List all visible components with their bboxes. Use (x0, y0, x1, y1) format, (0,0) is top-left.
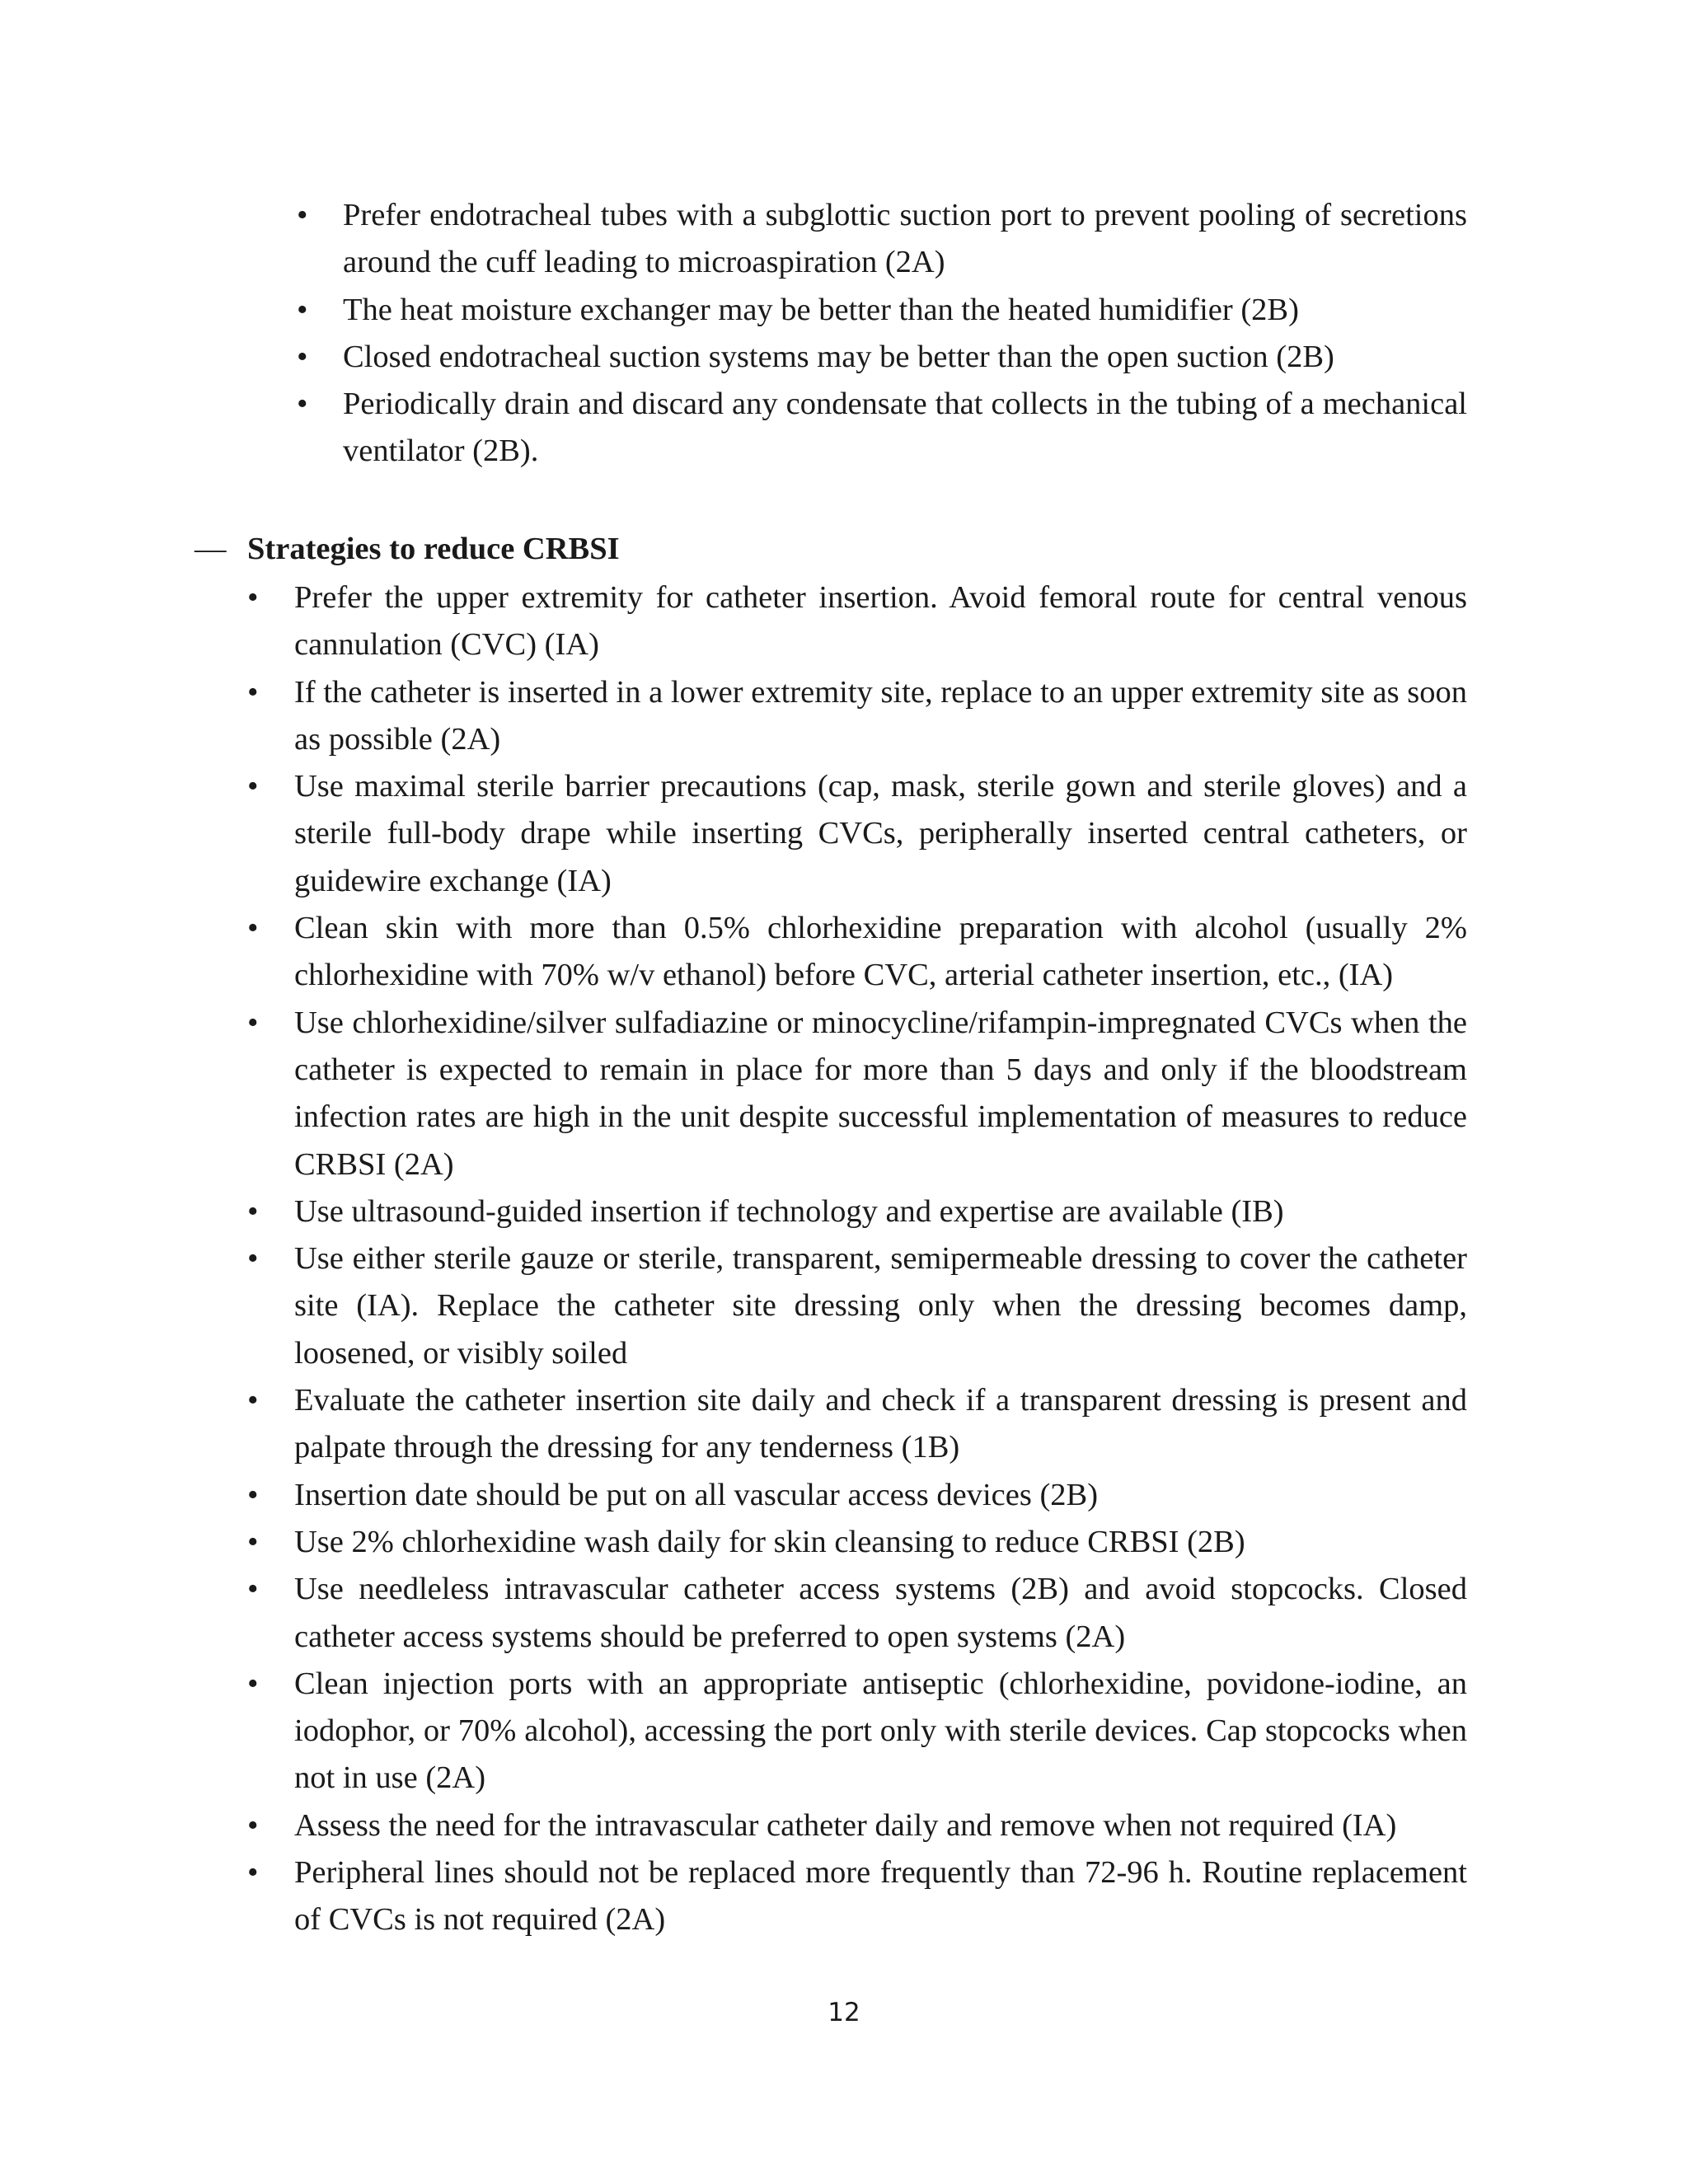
section-heading-text: Strategies to reduce CRBSI (247, 532, 620, 566)
list-item-text: Clean injection ports with an appropriate antiseptic (chlorhexidine, povidone-iodine, an iodophor, or 70% alcohol), accessing the port only with sterile devices. Cap stopcocks when not in use (2A) (294, 1666, 1467, 1796)
list-item (247, 1849, 1467, 1944)
page-number: 12 (828, 1998, 860, 2027)
list-item (247, 1188, 1467, 1235)
bullet-icon: • (247, 1477, 259, 1512)
list-item-text: Insertion date should be put on all vascular access devices (2B) (294, 1477, 1099, 1512)
list-item-text: Use needleless intravascular catheter access systems (2B) and avoid stopcocks. Closed catheter access systems should be preferred to open systems (2A) (294, 1572, 1467, 1654)
list-item (247, 1802, 1467, 1849)
list-item-text: Use maximal sterile barrier precautions (cap, mask, sterile gown and sterile gloves) and a sterile full-body drape while inserting CVCs, peripherally inserted central catheters, or guidewire exchange (IA) (294, 769, 1467, 898)
bullet-icon: • (247, 1383, 259, 1418)
list-item (247, 1000, 1467, 1188)
ventilator-bullet-list (297, 192, 1467, 476)
list-item (247, 763, 1467, 905)
bullet-icon: • (297, 387, 308, 422)
bullet-icon: • (247, 1193, 259, 1229)
list-item (247, 574, 1467, 669)
list-item-text: If the catheter is inserted in a lower extremity site, replace to an upper extremity site as soon as possible (2A) (294, 674, 1467, 757)
list-item (247, 1377, 1467, 1472)
list-item (247, 1566, 1467, 1661)
bullet-icon: • (247, 1666, 259, 1701)
bullet-icon: • (247, 1005, 259, 1040)
list-item-text: Prefer endotracheal tubes with a subglottic suction port to prevent pooling of secretions around the cuff leading to microaspiration (2A) (343, 198, 1467, 280)
list-item-text: The heat moisture exchanger may be better than the heated humidifier (2B) (343, 292, 1299, 327)
bullet-icon: • (297, 339, 308, 374)
list-item (297, 192, 1467, 287)
bullet-icon: • (247, 1524, 259, 1559)
list-item-text: Use 2% chlorhexidine wash daily for skin cleansing to reduce CRBSI (2B) (294, 1524, 1245, 1559)
list-item (247, 1661, 1467, 1802)
list-item-text: Peripheral lines should not be replaced more frequently than 72-96 h. Routine replacement of CVCs is not required (2A) (294, 1855, 1467, 1938)
list-item-text: Evaluate the catheter insertion site daily and check if a transparent dressing is present and palpate through the dressing for any tenderness (1B) (294, 1383, 1467, 1465)
bullet-icon: • (247, 911, 259, 946)
list-item (247, 1235, 1467, 1377)
list-item-text: Prefer the upper extremity for catheter insertion. Avoid femoral route for central venous cannulation (CVC) (IA) (294, 580, 1467, 663)
bullet-icon: • (247, 769, 259, 804)
bullet-icon: • (247, 580, 259, 615)
list-item-text: Use ultrasound-guided insertion if technology and expertise are available (IB) (294, 1193, 1284, 1229)
bullet-icon: • (297, 198, 308, 232)
list-item (247, 1472, 1467, 1519)
bullet-icon: • (247, 674, 259, 710)
list-item (247, 905, 1467, 1000)
crbsi-bullet-list (247, 574, 1467, 1944)
section-heading (195, 526, 620, 573)
list-item (247, 669, 1467, 764)
list-item-text: Use either sterile gauze or sterile, transparent, semipermeable dressing to cover the catheter site (IA). Replace the catheter site dressing only when the dressing becomes damp, loosened, or visibly soiled (294, 1241, 1467, 1371)
list-item (297, 381, 1467, 476)
list-item-text: Use chlorhexidine/silver sulfadiazine or minocycline/rifampin-impregnated CVCs when the catheter is expected to remain in place for more than 5 days and only if the bloodstream infection rates are high in the unit despite successful implementation of measures to reduce CRBSI (2A) (294, 1005, 1467, 1182)
list-item (297, 287, 1467, 334)
bullet-icon: • (247, 1855, 259, 1891)
bullet-icon: • (247, 1572, 259, 1607)
bullet-icon: • (247, 1807, 259, 1843)
list-item-text: Assess the need for the intravascular catheter daily and remove when not required (IA) (294, 1807, 1397, 1843)
bullet-icon: • (297, 292, 308, 327)
list-item-text: Periodically drain and discard any condensate that collects in the tubing of a mechanical ventilator (2B). (343, 387, 1467, 469)
list-item (297, 334, 1467, 381)
list-item-text: Clean skin with more than 0.5% chlorhexidine preparation with alcohol (usually 2% chlorhexidine with 70% w/v ethanol) before CVC, arterial catheter insertion, etc., (IA) (294, 911, 1467, 993)
bullet-icon: • (247, 1241, 259, 1277)
list-item-text: Closed endotracheal suction systems may be better than the open suction (2B) (343, 339, 1334, 374)
list-item (247, 1519, 1467, 1566)
heading-dash: — (195, 532, 227, 566)
